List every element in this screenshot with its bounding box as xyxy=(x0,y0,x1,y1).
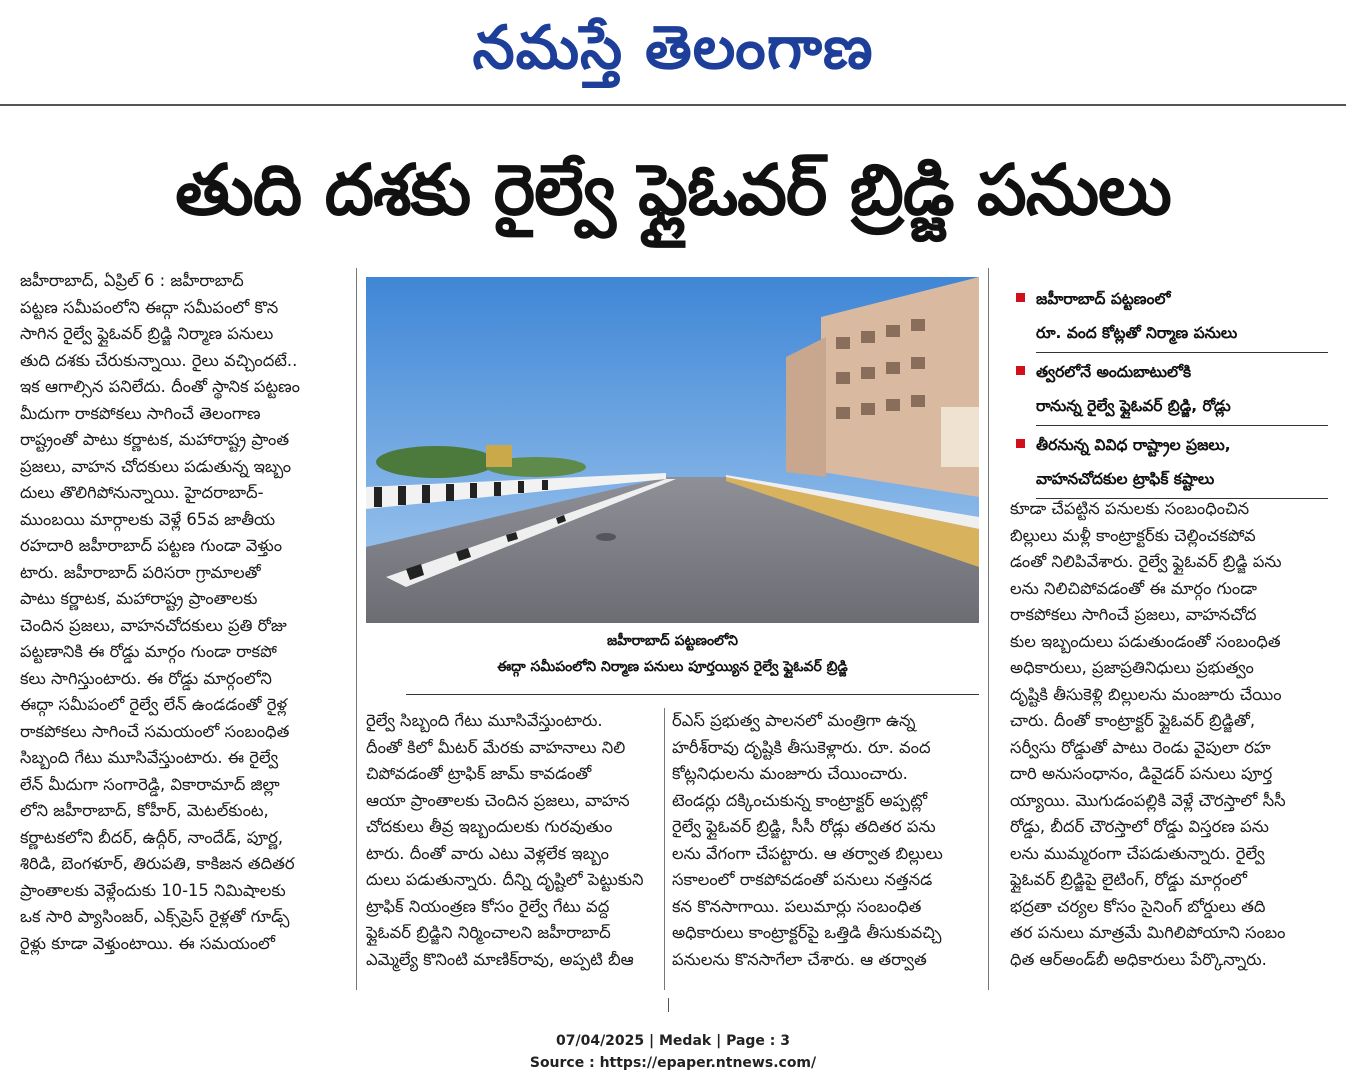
article-line: ప్రజలు, వాహన చోదకులు పడుతున్న ఇబ్బం xyxy=(20,456,292,476)
caption-divider xyxy=(406,694,979,695)
article-line: రహదారి జహీరాబాద్ పట్టణ గుండా వెళ్తుం xyxy=(20,536,283,555)
masthead-divider xyxy=(0,104,1346,106)
article-line: దీంతో కిలో మీటర్ మేరకు వాహనాలు నిలి xyxy=(366,737,626,757)
column-divider xyxy=(356,268,357,990)
article-line: శిరిడి, బెంగళూర్, తిరుపతి, కాకిజన తదితర xyxy=(20,854,295,873)
article-line: రాకపోకలు సాగించే సమయంలో సంబంధిత xyxy=(20,721,290,741)
photo-caption xyxy=(366,628,979,680)
article-line: రైల్వే ఫ్లైఓవర్ బ్రిడ్జి, సీసీ రోడ్లు తదితర పను xyxy=(672,817,936,836)
highlight-divider xyxy=(1036,425,1328,426)
highlight-text: త్వరలోనే అందుబాటులోకి xyxy=(1036,363,1192,381)
article-line: తుది దశకు చేరుకున్నాయి. రైలు వచ్చిందటే.. xyxy=(20,350,298,370)
article-line: చెందిన ప్రజలు, వాహనచోదకులు ప్రతి రోజు xyxy=(20,615,287,635)
article-line: కన కొనసాగాయి. పలుమార్లు సంబంధిత xyxy=(672,896,922,916)
article-line: కుల ఇబ్బందులు పడుతుండంతో సంబంధిత xyxy=(1010,631,1281,651)
article-line: రాకపోకలు సాగించే ప్రజలు, వాహనచోద xyxy=(1010,605,1257,624)
caption-line-1: జహీరాబాద్ పట్టణంలోని xyxy=(607,633,738,649)
article-line: కూడా చేపట్టిన పనులకు సంబంధించిన xyxy=(1010,499,1250,518)
highlight-item xyxy=(1008,462,1328,496)
bullet-square-icon xyxy=(1016,439,1025,448)
highlight-item xyxy=(1008,316,1328,350)
page-footer xyxy=(0,1030,1346,1074)
bullet-square-icon xyxy=(1016,366,1025,375)
article-line: చారు. దీంతో కాంట్రాక్టర్ ఫ్లైఓవర్ బ్రిడ్జితో, xyxy=(1010,711,1256,730)
article-column-1 xyxy=(20,268,352,957)
article-line: ఎమ్మెల్యే కొనింటి మాణిక్‌రావు, అప్పటి బీఆ xyxy=(366,949,634,969)
article-line: రైళ్లు కూడా వెళ్తుంటాయి. ఈ సమయంలో xyxy=(20,933,275,953)
article-line: డంతో నిలిపివేశారు. రైల్వే ఫ్లైఓవర్ బ్రిడ్జి పను xyxy=(1010,552,1282,571)
article-line: దులు పడుతున్నారు. దీన్ని దృష్టిలో పెట్టుకుని xyxy=(366,870,644,889)
masthead-logo: నమస్తే తెలంగాణ xyxy=(472,13,874,83)
footer-source: Source : https://epaper.ntnews.com/ xyxy=(529,1055,817,1071)
highlight-text: రానున్న రైల్వే ఫ్లైఓవర్ బ్రిడ్జి, రోడ్లు xyxy=(1036,397,1231,415)
article-line: కర్ణాటకలోని బీదర్, ఉద్గీర్, నాందేడ్, పూర్ణ, xyxy=(20,827,284,847)
article-line: ప్రాంతాలకు వెళ్లేందుకు 10-15 నిమిషాలకు xyxy=(20,880,286,900)
highlight-item xyxy=(1008,355,1328,389)
article-line: దారి అనుసంధానం, డివైడర్ పనులు పూర్త xyxy=(1010,764,1273,783)
article-line: టారు. దీంతో వారు ఎటు వెళ్లలేక ఇబ్బం xyxy=(366,843,609,863)
article-line: లను ముమ్మరంగా చేపడుతున్నారు. రైల్వే xyxy=(1010,843,1265,863)
article-line: సిబ్బంది గేటు మూసివేస్తుంటారు. ఈ రైల్వే xyxy=(20,748,279,767)
article-line: తర పనులు మాత్రమే మిగిలిపోయాని సంబం xyxy=(1010,923,1286,942)
highlight-item xyxy=(1008,389,1328,423)
article-line: అధికారులు కాంట్రాక్టర్‌పై ఒత్తిడి తీసుకువచ్చి xyxy=(672,923,942,942)
article-line: మీదుగా రాకపోకలు సాగించే తెలంగాణ xyxy=(20,403,261,423)
article-line: ఫ్లైఓవర్ బ్రిడ్జిపై లైటింగ్, రోడ్డు మార్గంలో xyxy=(1010,870,1248,889)
highlights-box xyxy=(1008,282,1328,501)
highlight-text: తీరనున్న వివిధ రాష్ట్రాల ప్రజలు, xyxy=(1036,436,1231,454)
article-line: లను నిలిచిపోవడంతో ఈ మార్గం గుండా xyxy=(1010,578,1257,598)
article-line: పట్టణానికి ఈ రోడ్డు మార్గం గుండా రాకపో xyxy=(20,642,277,661)
highlight-item xyxy=(1008,282,1328,316)
article-line: టారు. జహీరాబాద్ పరిసరా గ్రామాలతో xyxy=(20,562,261,582)
article-line: ఇక ఆగాల్సిన పనిలేదు. దీంతో స్థానిక పట్టణం xyxy=(20,377,300,396)
highlight-item xyxy=(1008,428,1328,462)
article-photo xyxy=(366,277,979,623)
highlight-text: రూ. వంద కోట్లతో నిర్మాణ పనులు xyxy=(1036,324,1238,342)
article-line: ట్రాఫిక్ నియంత్రణ కోసం రైల్వే గేటు వద్ద xyxy=(366,896,610,916)
article-line: ముంబయి మార్గాలకు వెళ్లే 65వ జాతీయ xyxy=(20,509,276,529)
flyover-photo-icon xyxy=(366,277,979,623)
footer-date-edition: 07/04/2025 | Medak | Page : 3 xyxy=(555,1033,791,1049)
article-line: రాష్ట్రంతో పాటు కర్ణాటక, మహారాష్ట్ర ప్రాంత xyxy=(20,430,290,449)
article-line: పాటు కర్ణాటక, మహారాష్ట్ర ప్రాంతాలకు xyxy=(20,589,258,608)
article-line: దృష్టికి తీసుకెళ్లి బిల్లులను మంజూరు చేయిం xyxy=(1010,684,1282,704)
article-line: జహీరాబాద్, ఏప్రిల్ 6 : జహీరాబాద్ xyxy=(20,271,244,290)
article-line: ఈద్గా సమీపంలో రైల్వే లేన్ ఉండడంతో రైళ్ల xyxy=(20,695,288,714)
article-line: రైల్వే సిబ్బంది గేటు మూసివేస్తుంటారు. xyxy=(366,711,603,730)
article-line: టెండర్లు దక్కించుకున్న కాంట్రాక్టర్ అప్పట్లో xyxy=(672,790,928,810)
article-line: ఫ్లైఓవర్ బ్రిడ్జిని నిర్మించాలని జహీరాబాద్ xyxy=(366,923,611,942)
article-line: చిపోవడంతో ట్రాఫిక్ జామ్ కావడంతో xyxy=(366,764,592,783)
article-line: ఆయా ప్రాంతాలకు చెందిన ప్రజలు, వాహన xyxy=(366,790,630,810)
column-divider xyxy=(664,708,665,990)
headline: తుది దశకు రైల్వే ఫ్లైఓవర్ బ్రిడ్జి పనులు xyxy=(175,149,1171,231)
article-line: సాగిన రైల్వే ఫ్లైఓవర్ బ్రిడ్జి నిర్మాణ పనులు xyxy=(20,324,274,343)
highlight-text: జహీరాబాద్ పట్టణంలో xyxy=(1036,290,1171,308)
article-line: లను వేగంగా చేపట్టారు. ఆ తర్వాత బిల్లులు xyxy=(672,843,943,863)
article-column-2 xyxy=(366,708,656,973)
article-line: సర్వీసు రోడ్డుతో పాటు రెండు వైపులా రహ xyxy=(1010,737,1271,757)
article-line: పట్టణ సమీపంలోని ఈద్గా సమీపంలో కొన xyxy=(20,297,279,317)
article-line: ర్‌ఎస్ ప్రభుత్వ పాలనలో మంత్రిగా ఉన్న xyxy=(672,711,916,730)
article-line: చోదకులు తీవ్ర ఇబ్బందులకు గురవుతుం xyxy=(366,817,613,836)
article-column-4 xyxy=(1010,496,1328,973)
article-line: సకాలంలో రాకపోవడంతో పనులు నత్తనడ xyxy=(672,870,933,889)
article-line: బిల్లులు మళ్లీ కాంట్రాక్టర్‌కు చెల్లించకపోవ xyxy=(1010,525,1256,545)
article-line: ఒక సారి ప్యాసింజర్, ఎక్స్‌ప్రెస్ రైళ్లతో గూడ్స్ xyxy=(20,907,290,926)
article-line: అధికారులు, ప్రజాప్రతినిధులు ప్రభుత్వం xyxy=(1010,658,1254,677)
article-line: య్యాయి. మొగుడంపల్లికి వెళ్లే చౌరస్తాలో సీసీ xyxy=(1010,790,1286,810)
article-line: పనులను కొనసాగేలా చేశారు. ఆ తర్వాత xyxy=(672,949,927,969)
article-line: లేన్ మీదుగా సంగారెడ్డి, వికారామాద్ జిల్లా xyxy=(20,774,280,794)
article-line: ధిత ఆర్‌అండ్‌బీ అధికారులు పేర్కొన్నారు. xyxy=(1010,949,1267,969)
highlight-divider xyxy=(1036,352,1328,353)
masthead xyxy=(0,0,1346,100)
caption-line-2: ఈద్గా సమీపంలోని నిర్మాణ పనులు పూర్తయ్యిన రైల్వే ఫ్లైఓవర్ బ్రిడ్జి xyxy=(497,659,848,675)
bullet-square-icon xyxy=(1016,293,1025,302)
article-line: హరీశ్‌రావు దృష్టికి తీసుకెళ్లారు. రూ. వంద xyxy=(672,737,931,757)
article-line: భద్రతా చర్యల కోసం సైనింగ్ బోర్డులు తది xyxy=(1010,896,1266,916)
highlight-text: వాహనచోదకుల ట్రాఫిక్ కష్టాలు xyxy=(1036,470,1215,488)
article-line: కోట్లనిధులను మంజూరు చేయించారు. xyxy=(672,764,908,783)
column-divider xyxy=(988,268,989,990)
footer-tick xyxy=(668,998,669,1012)
article-line: కలు సాగిస్తుంటారు. ఈ రోడ్డు మార్గంలోని xyxy=(20,668,272,688)
article-line: రోడ్డు, బీదర్ చౌరస్తాలో రోడ్డు విస్తరణ పను xyxy=(1010,817,1269,836)
article-column-3 xyxy=(672,708,979,973)
article-line: లోని జహీరాబాద్, కోహీర్, మెటల్‌కుంట, xyxy=(20,801,269,820)
article-line: దులు తొలిగిపోనున్నాయి. హైదరాబాద్- xyxy=(20,483,264,502)
